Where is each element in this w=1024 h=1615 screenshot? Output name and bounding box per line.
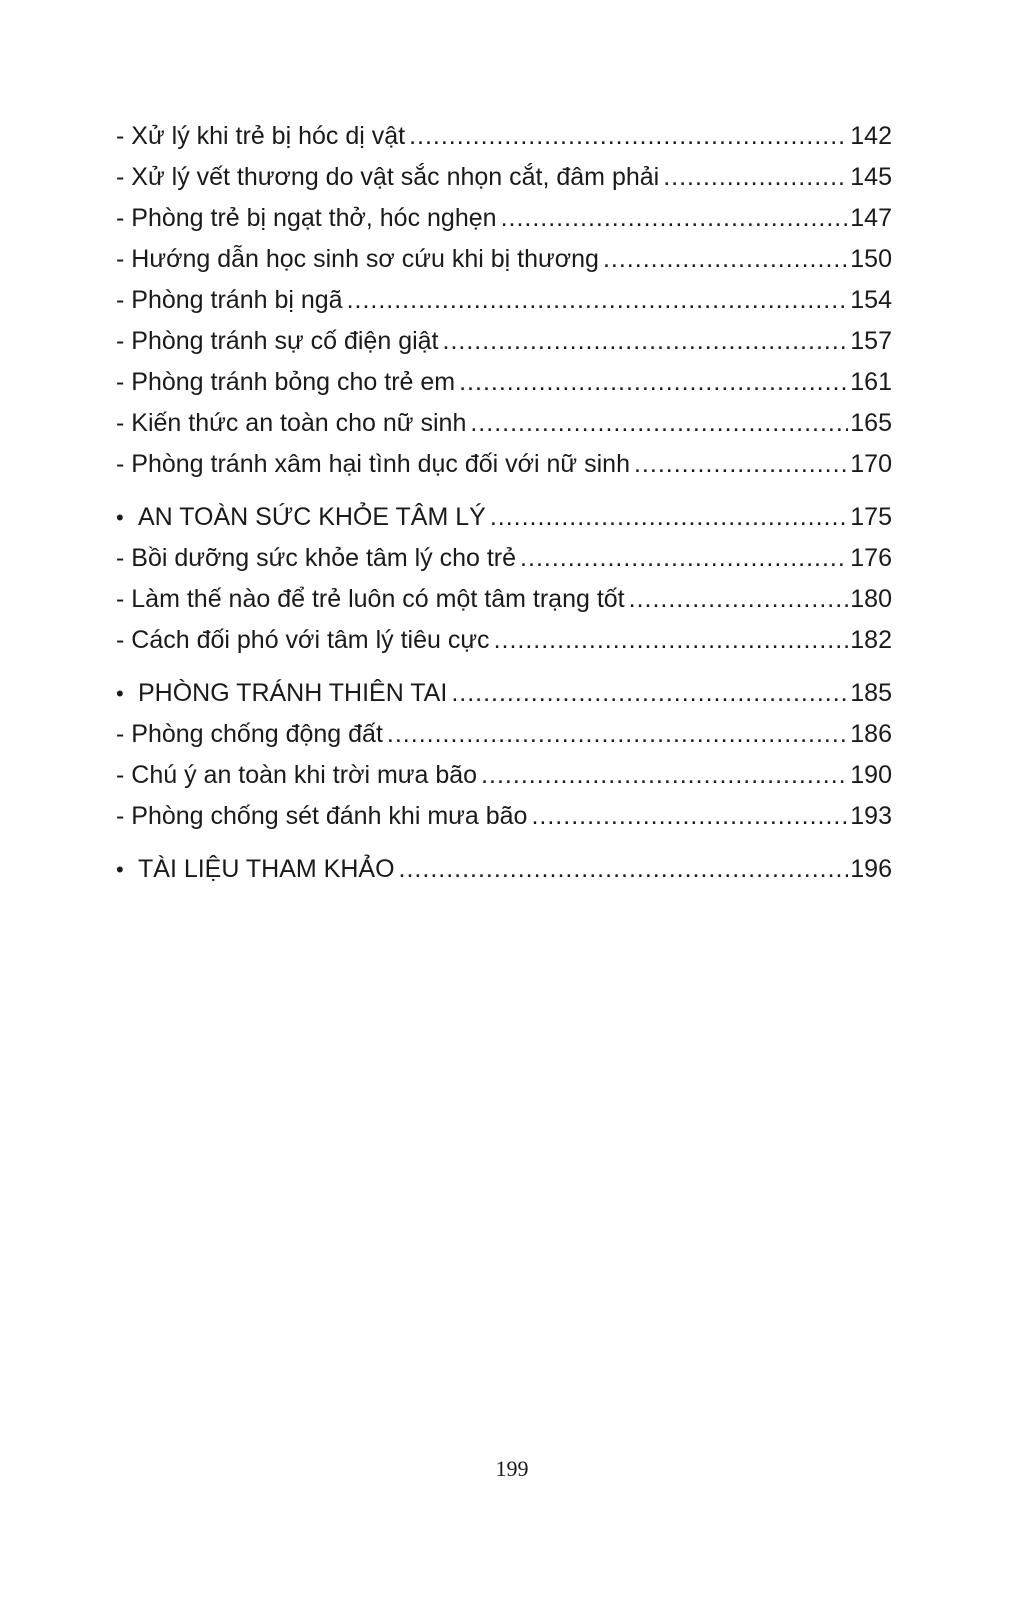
toc-entry — [116, 755, 892, 796]
toc-entry-page: 190 — [850, 761, 892, 789]
page-number: 199 — [495, 1456, 529, 1481]
toc-leader-dots — [520, 538, 848, 579]
toc-entry-page: 175 — [850, 503, 892, 531]
toc-leader-dots — [501, 198, 849, 239]
toc-section-heading — [116, 497, 892, 538]
toc-entry-page: 142 — [850, 122, 892, 150]
toc-entry-title: - Phòng tránh xâm hại tình dục đối với nữ sinh — [116, 450, 630, 478]
toc-entry-page: 196 — [850, 855, 892, 883]
toc-entry-title: - Chú ý an toàn khi trời mưa bão — [116, 761, 478, 789]
toc-entry — [116, 157, 892, 198]
toc-entry — [116, 620, 892, 661]
toc-leader-dots — [603, 239, 848, 280]
toc-section-title: • PHÒNG TRÁNH THIÊN TAI — [116, 673, 447, 714]
toc-entry-page: 145 — [850, 163, 892, 191]
toc-section-heading — [116, 849, 892, 890]
toc-entry — [116, 714, 892, 755]
toc-entry-title: - Phòng tránh bỏng cho trẻ em — [116, 368, 456, 396]
toc-leader-dots — [451, 673, 848, 714]
toc-leader-dots — [443, 321, 849, 362]
toc-entry-title: - Xử lý vết thương do vật sắc nhọn cắt, đâm phải — [116, 163, 660, 191]
toc-entry-title: - Phòng tránh bị ngã — [116, 286, 343, 314]
toc-leader-dots — [409, 116, 848, 157]
toc-entry-page: 165 — [850, 409, 892, 437]
toc-entry-page: 176 — [850, 544, 892, 572]
toc-entry-page: 150 — [850, 245, 892, 273]
toc-section-title: • TÀI LIỆU THAM KHẢO — [116, 849, 395, 890]
toc-entry-page: 193 — [850, 802, 892, 830]
toc-entry-page: 186 — [850, 720, 892, 748]
toc-entry — [116, 239, 892, 280]
toc-entry — [116, 796, 892, 837]
toc-entry-title: - Cách đối phó với tâm lý tiêu cực — [116, 626, 490, 654]
toc-entry — [116, 362, 892, 403]
toc-entry-title: - Phòng chống động đất — [116, 720, 383, 748]
toc-leader-dots — [387, 714, 848, 755]
toc-leader-dots — [490, 497, 848, 538]
toc-entry-page: 161 — [850, 368, 892, 396]
toc-entry-title: - Phòng tránh sự cố điện giật — [116, 327, 439, 355]
toc-leader-dots — [459, 362, 848, 403]
bullet-icon: • — [116, 857, 124, 882]
toc-entry-page: 147 — [850, 204, 892, 232]
toc-leader-dots — [347, 280, 849, 321]
toc-entry-title: - Phòng chống sét đánh khi mưa bão — [116, 802, 528, 830]
toc-leader-dots — [481, 755, 848, 796]
table-of-contents — [116, 116, 892, 890]
toc-leader-dots — [663, 157, 848, 198]
toc-entry — [116, 403, 892, 444]
toc-leader-dots — [470, 403, 848, 444]
toc-entry-page: 180 — [850, 585, 892, 613]
toc-entry-title: - Hướng dẫn học sinh sơ cứu khi bị thương — [116, 245, 599, 273]
toc-entry — [116, 444, 892, 485]
toc-leader-dots — [399, 849, 849, 890]
toc-leader-dots — [531, 796, 848, 837]
toc-entry — [116, 116, 892, 157]
toc-entry — [116, 321, 892, 362]
toc-entry-page: 170 — [850, 450, 892, 478]
toc-entry — [116, 198, 892, 239]
toc-entry — [116, 538, 892, 579]
toc-entry-title: - Phòng trẻ bị ngạt thở, hóc nghẹn — [116, 204, 497, 232]
toc-entry-title: - Bồi dưỡng sức khỏe tâm lý cho trẻ — [116, 544, 517, 572]
toc-entry-title: - Làm thế nào để trẻ luôn có một tâm trạng tốt — [116, 585, 625, 613]
bullet-icon: • — [116, 681, 124, 706]
toc-leader-dots — [629, 579, 849, 620]
bullet-icon: • — [116, 505, 124, 530]
toc-entry-title: - Kiến thức an toàn cho nữ sinh — [116, 409, 467, 437]
toc-entry-page: 182 — [850, 626, 892, 654]
toc-entry-page: 157 — [850, 327, 892, 355]
toc-leader-dots — [634, 444, 848, 485]
toc-entry-page: 154 — [850, 286, 892, 314]
toc-leader-dots — [494, 620, 849, 661]
toc-section-title: • AN TOÀN SỨC KHỎE TÂM LÝ — [116, 497, 486, 538]
toc-entry-title: - Xử lý khi trẻ bị hóc dị vật — [116, 122, 406, 150]
toc-section-heading — [116, 673, 892, 714]
toc-entry — [116, 579, 892, 620]
toc-entry — [116, 280, 892, 321]
toc-entry-page: 185 — [850, 679, 892, 707]
